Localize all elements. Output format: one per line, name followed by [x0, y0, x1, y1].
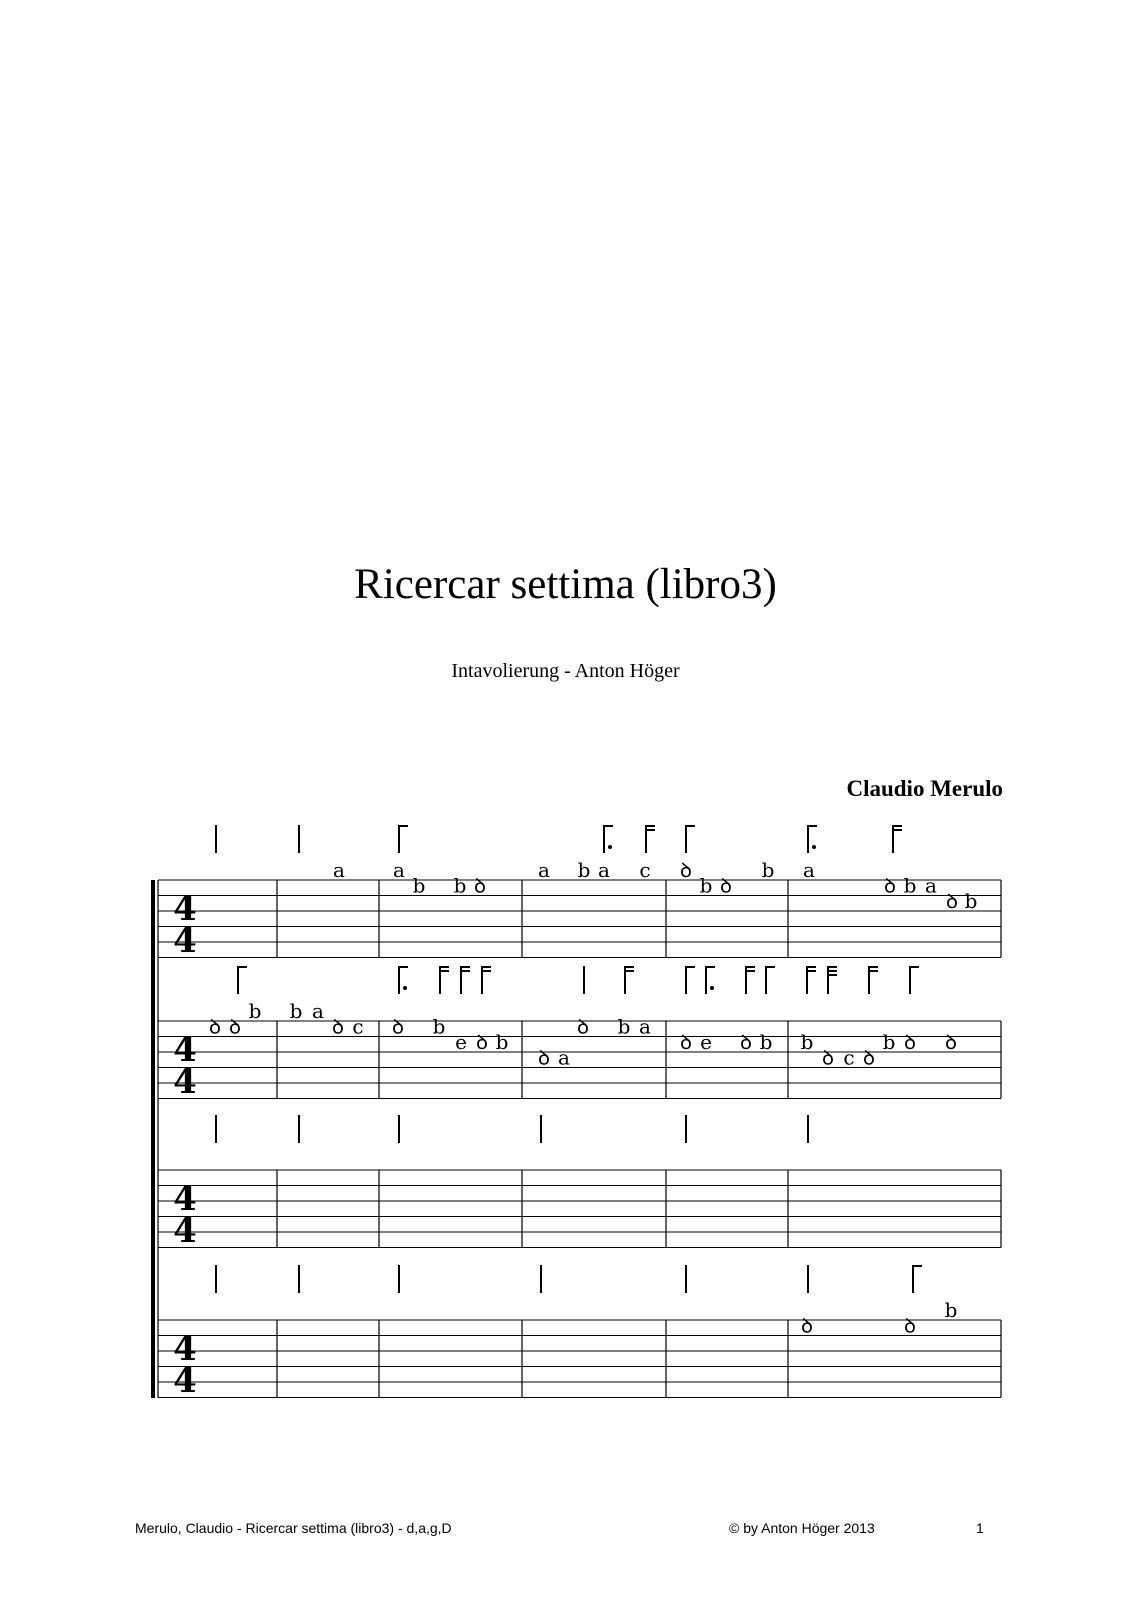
system-2-tab-letter: b [617, 1014, 631, 1039]
footer-page-number: 1 [976, 1520, 984, 1536]
system-2-tab-letter: b [289, 999, 303, 1023]
system-2-tab-letter: b [432, 1014, 446, 1039]
system-4-tab-letter: ꝺ [801, 1313, 813, 1338]
system-3-time-signature-lower: 4 [173, 1211, 197, 1251]
system-2-tab-letter: b [495, 1030, 509, 1054]
system-2-tab-letter: b [248, 999, 262, 1023]
system-2-tab-letter: ꝺ [863, 1045, 875, 1070]
system-2-tab-letter: ꝺ [209, 1014, 221, 1039]
system-1-tab-letter: a [803, 858, 815, 882]
system-1-tab-letter: a [598, 858, 610, 882]
piece-subtitle: Intavolierung - Anton Höger [451, 660, 680, 682]
system-4-time-signature-upper: 4 [173, 1329, 197, 1369]
system-1-tab-letter: a [333, 858, 345, 882]
system-2-tab-letter: a [639, 1014, 651, 1039]
system-2-tab-letter: a [558, 1045, 570, 1070]
system-1-tab-letter: a [393, 858, 405, 882]
system-2-tab-letter: a [312, 999, 324, 1023]
system-1-rhythm-dot [608, 845, 612, 849]
system-2-tab-letter: ꝺ [229, 1014, 241, 1039]
system-1-tab-letter: c [639, 858, 651, 882]
system-2-tab-letter: ꝺ [740, 1030, 752, 1054]
system-2-rhythm-dot [710, 986, 714, 990]
system-2-tab-letter: ꝺ [332, 1014, 344, 1039]
system-1-tab-letter: b [761, 858, 775, 882]
system-2-tab-letter: ꝺ [476, 1030, 488, 1054]
footer-description: Merulo, Claudio - Ricercar settima (libro3) - d,a,g,D [135, 1520, 452, 1536]
system-1-tab-letter: b [903, 873, 917, 898]
system-2-tab-letter: ꝺ [577, 1014, 589, 1039]
system-3-time-signature-upper: 4 [173, 1179, 197, 1219]
system-2-tab-letter: ꝺ [945, 1030, 957, 1054]
system-1-tab-letter: b [964, 889, 978, 913]
system-1-time-signature-lower: 4 [173, 921, 197, 961]
system-2-tab-letter: e [700, 1030, 712, 1054]
system-1-tab-letter: b [577, 858, 591, 882]
system-2-tab-letter: c [352, 1014, 364, 1039]
system-2-rhythm-dot [403, 986, 407, 990]
system-1-tab-letter: a [538, 858, 550, 882]
system-1-tab-letter: ꝺ [474, 873, 486, 898]
system-1-rhythm-dot [812, 845, 816, 849]
system-2-tab-letter: ꝺ [392, 1014, 404, 1039]
system-2-time-signature-upper: 4 [173, 1030, 197, 1070]
system-4-tab-letter: b [944, 1298, 958, 1322]
system-2-tab-letter: b [882, 1030, 896, 1054]
system-1-tab-letter: ꝺ [720, 873, 732, 898]
system-4-tab-letter: ꝺ [904, 1313, 916, 1338]
system-1-tab-letter: ꝺ [884, 873, 896, 898]
system-1-tab-letter: a [925, 873, 937, 898]
system-1-time-signature-upper: 4 [173, 889, 197, 929]
system-2-tab-letter: ꝺ [904, 1030, 916, 1054]
system-4-time-signature-lower: 4 [173, 1361, 197, 1401]
system-2-tab-letter: c [843, 1045, 855, 1070]
system-2-time-signature-lower: 4 [173, 1062, 197, 1102]
system-1-tab-letter: b [699, 873, 713, 898]
system-2-tab-letter: b [800, 1030, 814, 1054]
composer-name: Claudio Merulo [846, 776, 1003, 801]
system-1-tab-letter: b [453, 873, 467, 898]
system-1-tab-letter: ꝺ [946, 889, 958, 913]
system-1-tab-letter: ꝺ [680, 858, 692, 882]
piece-title: Ricercar settima (libro3) [354, 561, 777, 608]
system-1-tab-letter: b [412, 873, 426, 898]
system-2-tab-letter: ꝺ [538, 1045, 550, 1070]
system-2-tab-letter: e [455, 1030, 467, 1054]
system-2-tab-letter: ꝺ [680, 1030, 692, 1054]
footer-copyright: © by Anton Höger 2013 [729, 1520, 875, 1536]
system-2-tab-letter: b [759, 1030, 773, 1054]
system-2-tab-letter: ꝺ [822, 1045, 834, 1070]
